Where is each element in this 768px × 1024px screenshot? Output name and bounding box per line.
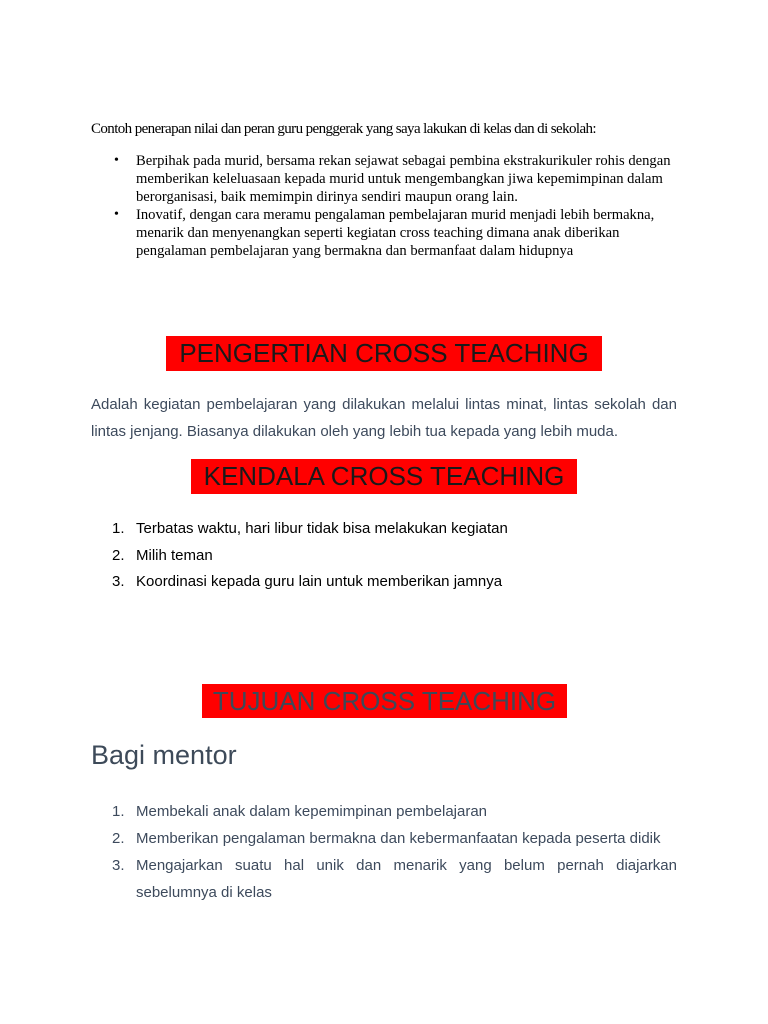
list-item-text: Memberikan pengalaman bermakna dan kebermanfaatan kepada peserta didik [136,830,661,847]
subheading-bagi-mentor: Bagi mentor [91,740,237,770]
bullet-item-text: Berpihak pada murid, bersama rekan sejawat sebagai pembina ekstrakurikuler rohis dengan memberikan keleluasaan kepada murid untuk mengembangkan jiwa kepemimpinan dalam berorganisasi, baik memimpin dirinya sendiri maupun orang lain. [136,153,671,205]
list-item-text: Mengajarkan suatu hal unik dan menarik yang belum pernah diajarkan sebelumnya di kelas [136,857,677,901]
list-item-text: Membekali anak dalam kepemimpinan pembelajaran [136,803,488,820]
list-item-text: Koordinasi kepada guru lain untuk memberikan jamnya [136,573,503,590]
bullet-dot-icon: • [114,207,119,222]
list-item [91,825,677,852]
list-item-text: Terbatas waktu, hari libur tidak bisa melakukan kegiatan [136,520,508,537]
bullet-item-text: Inovatif, dengan cara meramu pengalaman pembelajaran murid menjadi lebih bermakna, menarik dan menyenangkan seperti kegiatan cross teaching dimana anak diberikan pengalaman pembelajaran yang bermakna dan bermanfaat dalam hidupnya [136,207,655,259]
list-item [91,516,677,543]
list-number: 1. [112,803,125,820]
pengertian-paragraph: Adalah kegiatan pembelajaran yang dilakukan melalui lintas minat, lintas sekolah dan lintas jenjang. Biasanya dilakukan oleh yang lebih tua kepada yang lebih muda. [91,396,677,440]
heading-tujuan: TUJUAN CROSS TEACHING [202,684,567,718]
list-number: 3. [112,857,125,874]
list-item [91,569,677,596]
list-number: 2. [112,546,125,564]
heading-kendala: KENDALA CROSS TEACHING [191,459,577,494]
heading-pengertian: PENGERTIAN CROSS TEACHING [166,336,602,371]
tujuan-list [91,798,677,906]
bullet-list [114,152,681,260]
list-item [91,543,677,570]
list-number: 3. [112,573,125,590]
list-item-text: Milih teman [136,546,213,564]
kendala-list [91,516,677,596]
list-item [91,798,677,825]
list-item [91,852,677,906]
bullet-item [114,206,681,260]
bullet-item [114,152,681,206]
bullet-dot-icon: • [114,153,119,168]
list-number: 1. [112,520,125,537]
intro-text: Contoh penerapan nilai dan peran guru penggerak yang saya lakukan di kelas dan di sekolah: [91,121,596,137]
list-number: 2. [112,830,125,847]
